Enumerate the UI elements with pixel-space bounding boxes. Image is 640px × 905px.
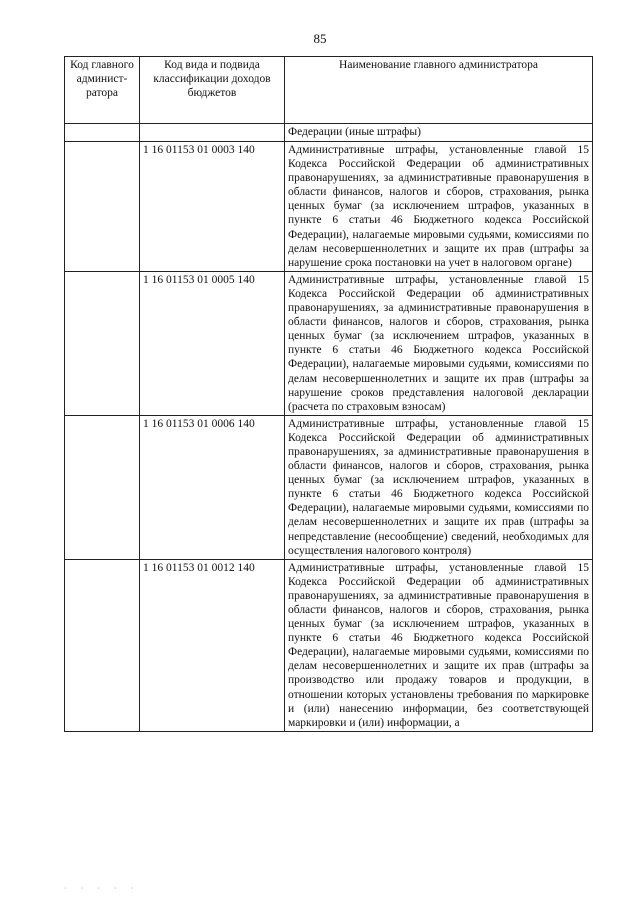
scan-artifact: · · · · · — [64, 884, 140, 893]
admin-name-cell: Административные штрафы, установленные главой 15 Кодекса Российской Федерации об административных правонарушениях, за административные правонарушения в области финансов, налогов и сборов, страхования, рынка ценных бумаг (за исключением штрафов, указанных в пункте 6 статьи 46 Бюджетного кодекса Российской Федерации), налагаемые мировыми судьями, комиссиями по делам несовершеннолетних и защите их прав (штрафы за нарушение срока постановки на учет в налоговом органе) — [285, 142, 593, 272]
table-row — [65, 271, 593, 415]
admin-name-cell: Административные штрафы, установленные главой 15 Кодекса Российской Федерации об административных правонарушениях, за административные правонарушения в области финансов, налогов и сборов, страхования, рынка ценных бумаг (за исключением штрафов, указанных в пункте 6 статьи 46 Бюджетного кодекса Российской Федерации), налагаемые мировыми судьями, комиссиями по делам несовершеннолетних и защите их прав (штрафы за нарушение сроков представления налоговой декларации (расчета по страховым взносам) — [285, 271, 593, 415]
page-number: 85 — [313, 31, 327, 46]
income-code-cell — [140, 124, 285, 142]
continuation-text: Федерации (иные штрафы) — [285, 124, 593, 142]
header-admin-code: Код главного админист-ратора — [65, 57, 140, 124]
admin-code-cell — [65, 142, 140, 272]
income-code-cell: 1 16 01153 01 0005 140 — [140, 271, 285, 415]
table-row — [65, 415, 593, 559]
header-income-code: Код вида и подвида классификации доходов бюджетов — [140, 57, 285, 124]
admin-code-cell — [65, 415, 140, 559]
budget-classification-table — [64, 56, 593, 732]
admin-name-cell: Административные штрафы, установленные главой 15 Кодекса Российской Федерации об административных правонарушениях, за административные правонарушения в области финансов, налогов и сборов, страхования, рынка ценных бумаг (за исключением штрафов, указанных в пункте 6 статьи 46 Бюджетного кодекса Российской Федерации), налагаемые мировыми судьями, комиссиями по делам несовершеннолетних и защите их прав (штрафы за производство или продажу товаров и продукции, в отношении которых установлены требования по маркировке и (или) нанесению информации, без соответствующей маркировки и (или) информации, а — [285, 559, 593, 731]
header-admin-name: Наименование главного администратора — [285, 57, 593, 124]
income-code-cell: 1 16 01153 01 0006 140 — [140, 415, 285, 559]
income-code-cell: 1 16 01153 01 0012 140 — [140, 559, 285, 731]
income-code-cell: 1 16 01153 01 0003 140 — [140, 142, 285, 272]
table-row — [65, 559, 593, 731]
admin-code-cell — [65, 124, 140, 142]
admin-code-cell — [65, 559, 140, 731]
admin-name-cell: Административные штрафы, установленные главой 15 Кодекса Российской Федерации об административных правонарушениях, за административные правонарушения в области финансов, налогов и сборов, страхования, рынка ценных бумаг (за исключением штрафов, указанных в пункте 6 статьи 46 Бюджетного кодекса Российской Федерации), налагаемые мировыми судьями, комиссиями по делам несовершеннолетних и защите их прав (штрафы за непредставление (несообщение) сведений, необходимых для осуществления налогового контроля) — [285, 415, 593, 559]
admin-code-cell — [65, 271, 140, 415]
table-row — [65, 142, 593, 272]
continuation-row — [65, 124, 593, 142]
table-header-row — [65, 57, 593, 124]
